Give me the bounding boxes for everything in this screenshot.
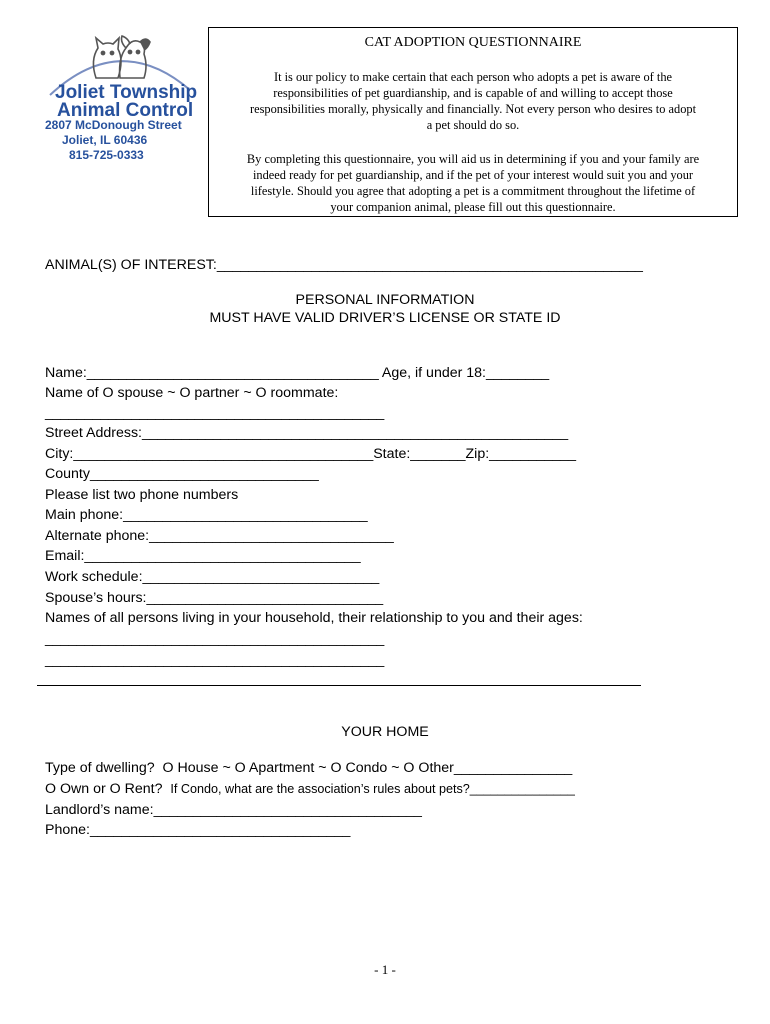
text-line: a pet should do so. <box>426 118 520 132</box>
name-age-field[interactable]: Name:_____________________________________ Age, if under 18:________ <box>45 365 550 381</box>
org-address2: Joliet, IL 60436 <box>62 133 148 147</box>
intro-box <box>208 27 738 217</box>
your-home-heading: YOUR HOME <box>341 724 429 740</box>
spouse-partner-roommate-field[interactable]: Name of O spouse ~ O partner ~ O roommate: <box>45 385 339 401</box>
questionnaire-title: CAT ADOPTION QUESTIONNAIRE <box>364 35 582 50</box>
text-line: By completing this questionnaire, you will aid us in determining if you and your family are <box>246 152 700 166</box>
household-blank-1[interactable]: ___________________________________________ <box>45 631 385 647</box>
street-address-field[interactable]: Street Address:______________________________________________________ <box>45 425 569 441</box>
spouse-name-blank[interactable]: ___________________________________________ <box>45 405 385 421</box>
household-blank-3[interactable] <box>37 685 641 686</box>
personal-info-heading: PERSONAL INFORMATION <box>295 292 475 308</box>
own-rent-label[interactable]: O Own or O Rent? <box>45 781 163 797</box>
intro-paragraph-1 <box>219 69 727 133</box>
condo-rules-field[interactable]: If Condo, what are the association’s rules about pets?_______________ <box>170 782 575 796</box>
work-schedule-field[interactable]: Work schedule:______________________________ <box>45 569 380 585</box>
org-name-line2: Animal Control <box>57 100 194 121</box>
dog-icon <box>120 36 150 78</box>
city-state-zip-field[interactable]: City:______________________________________State:_______Zip:___________ <box>45 446 576 462</box>
text-line: your companion animal, please fill out this questionnaire. <box>330 200 616 214</box>
personal-info-subheading: MUST HAVE VALID DRIVER’S LICENSE OR STATE ID <box>209 310 561 326</box>
main-phone-field[interactable]: Main phone:_______________________________ <box>45 507 368 523</box>
dwelling-type-field[interactable]: Type of dwelling? O House ~ O Apartment ~ O Condo ~ O Other_______________ <box>45 760 573 776</box>
email-field[interactable]: Email:___________________________________ <box>45 548 361 564</box>
spouse-hours-field[interactable]: Spouse’s hours:______________________________ <box>45 590 384 606</box>
landlord-name-field[interactable]: Landlord’s name:__________________________________ <box>45 802 422 818</box>
page-number: - 1 - <box>374 962 396 977</box>
text-line: indeed ready for pet guardianship, and if the pet of your interest would suit you and your <box>252 168 694 182</box>
alternate-phone-field[interactable]: Alternate phone:_______________________________ <box>45 528 394 544</box>
text-line: responsibilities of pet guardianship, and is capable of and willing to accept those <box>273 86 673 100</box>
org-address1: 2807 McDonough Street <box>45 118 182 132</box>
household-prompt: Names of all persons living in your household, their relationship to you and their ages: <box>45 610 583 626</box>
text-line: responsibilities morally, physically and financially. Not every person who desires to adopt <box>249 102 697 116</box>
household-blank-2[interactable]: ___________________________________________ <box>45 652 385 668</box>
phone-numbers-prompt: Please list two phone numbers <box>45 487 239 503</box>
org-phone: 815-725-0333 <box>69 148 144 162</box>
animals-of-interest-field[interactable]: ANIMAL(S) OF INTEREST:______________________________________________________ <box>45 257 643 273</box>
own-rent-field[interactable] <box>45 781 575 798</box>
landlord-phone-field[interactable]: Phone:_________________________________ <box>45 822 351 838</box>
cat-icon <box>93 38 121 78</box>
text-line: It is our policy to make certain that each person who adopts a pet is aware of the <box>273 70 673 84</box>
intro-paragraph-2 <box>219 151 727 215</box>
text-line: lifestyle. Should you agree that adopting a pet is a commitment throughout the lifetime of <box>250 184 696 198</box>
org-name-line1: Joliet Township <box>55 82 198 103</box>
county-field[interactable]: County_____________________________ <box>45 466 319 482</box>
